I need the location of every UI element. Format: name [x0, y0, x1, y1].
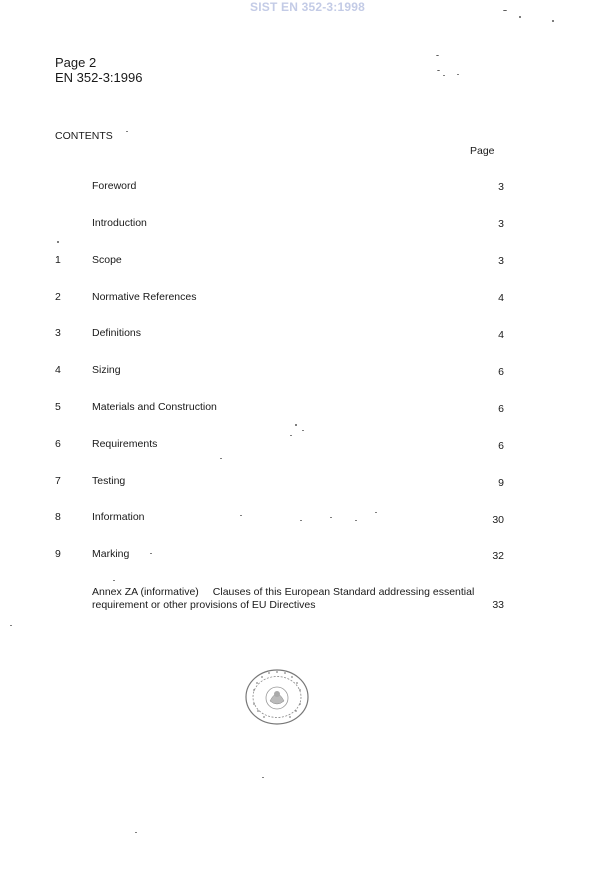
- toc-title: Scope: [92, 254, 122, 266]
- annex-page: 33: [492, 599, 504, 611]
- watermark: SIST EN 352-3:1998: [250, 0, 365, 14]
- toc-page: 6: [498, 440, 504, 452]
- page-label: Page 2: [55, 55, 97, 70]
- toc-page: 6: [498, 366, 504, 378]
- toc-title: Definitions: [92, 327, 142, 339]
- toc-number: 6: [55, 438, 61, 450]
- toc-page: 3: [498, 218, 504, 230]
- toc-title: Materials and Construction: [92, 401, 217, 413]
- toc-title: Marking: [92, 548, 130, 560]
- toc-number: 1: [55, 254, 61, 266]
- toc-page: 3: [498, 181, 504, 193]
- toc-number: 7: [55, 475, 61, 487]
- toc-title: Testing: [92, 475, 126, 487]
- toc-number: 9: [55, 548, 61, 560]
- page-column-heading: Page: [470, 145, 495, 157]
- toc-page: 4: [498, 329, 504, 341]
- annex-text: Clauses of this European Standard addressing essential requirement or other provisions of EU Directives: [92, 586, 475, 611]
- toc-title: Information: [92, 511, 145, 523]
- toc-title: Requirements: [92, 438, 158, 450]
- contents-heading: CONTENTS: [55, 130, 113, 142]
- toc-page: 9: [498, 477, 504, 489]
- seal-stamp-icon: [244, 668, 310, 726]
- toc-page: 30: [492, 514, 504, 526]
- toc-page: 32: [492, 550, 504, 562]
- toc-number: 2: [55, 291, 61, 303]
- toc-number: 3: [55, 327, 61, 339]
- toc-number: 4: [55, 364, 61, 376]
- toc-page: 6: [498, 403, 504, 415]
- toc-number: 8: [55, 511, 61, 523]
- toc-title: Sizing: [92, 364, 121, 376]
- toc-page: 4: [498, 292, 504, 304]
- toc-number: 5: [55, 401, 61, 413]
- toc-title: Introduction: [92, 217, 147, 229]
- toc-annex-entry: [92, 586, 492, 611]
- toc-page: 3: [498, 255, 504, 267]
- toc-title: Foreword: [92, 180, 137, 192]
- annex-label: Annex ZA (informative): [92, 586, 199, 598]
- toc-title: Normative References: [92, 291, 197, 303]
- standard-number: EN 352-3:1996: [55, 70, 143, 85]
